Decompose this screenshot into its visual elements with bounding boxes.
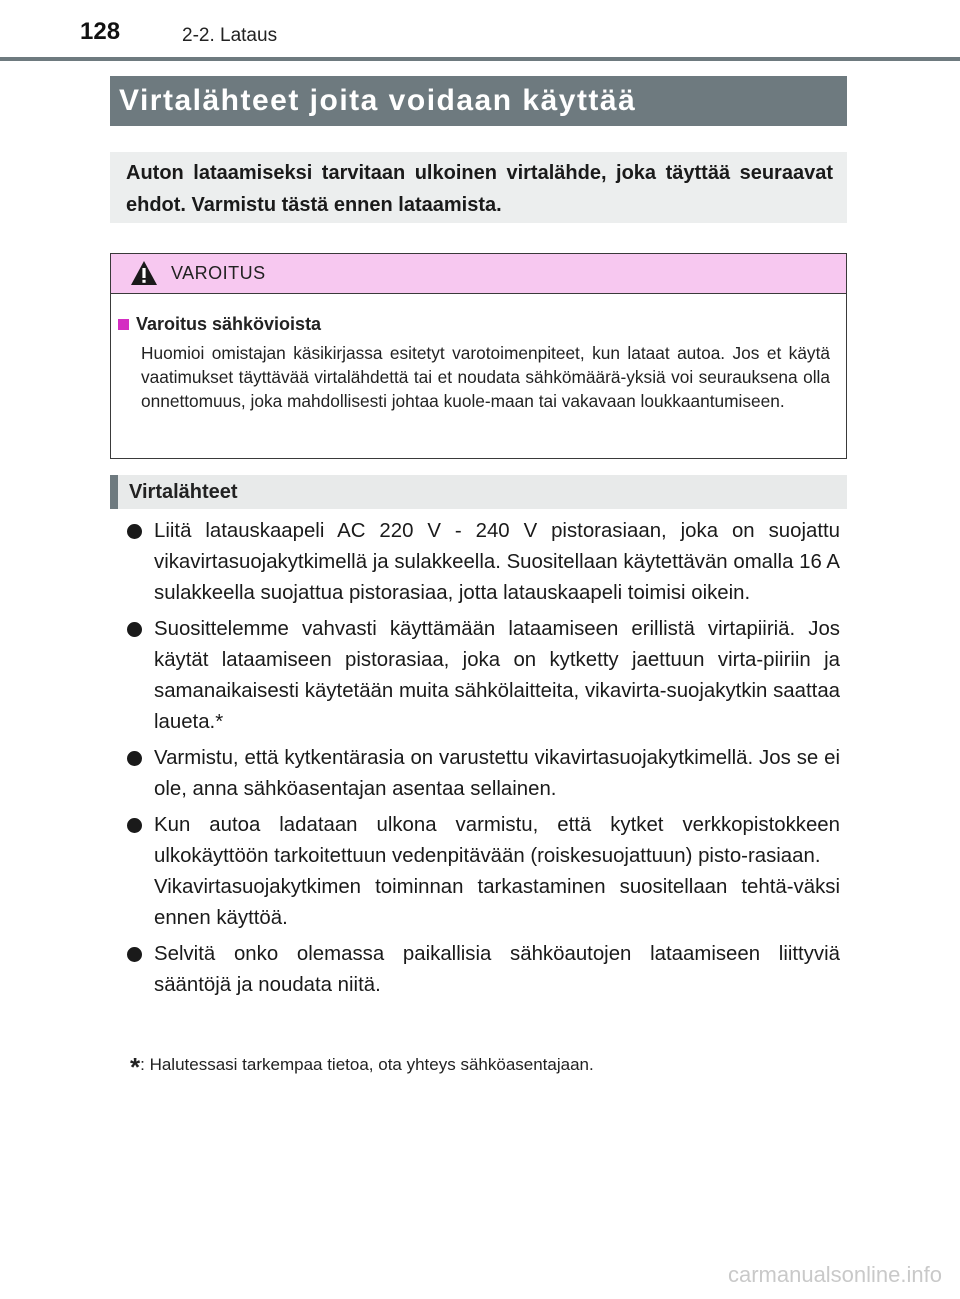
footnote-marker: *: [130, 1052, 141, 1082]
page-header: [0, 0, 960, 62]
bullet-dot-icon: [127, 818, 142, 833]
list-item-text: Varmistu, että kytkentärasia on varustettu vikavirtasuojakytkimellä. Jos se ei ole, anna sähköasentajan asentaa sellainen.: [154, 747, 840, 800]
section-label: 2-2. Lataus: [182, 25, 278, 46]
list-item-text: Selvitä onko olemassa paikallisia sähköautojen lataamiseen liittyviä sääntöjä ja noudata niitä.: [154, 943, 840, 996]
list-item-text: Liitä latauskaapeli AC 220 V - 240 V pistorasiaan, joka on suojattu vikavirtasuojakytkimellä ja sulakkeella. Suositellaan käytettävän omalla 16 A sulakkeella suojattua pistorasiaa, jotta latauskaapeli toimisi oikein.: [154, 520, 840, 604]
bullet-dot-icon: [127, 622, 142, 637]
list-item: [126, 939, 840, 1001]
title-bar: [110, 76, 847, 126]
list-item-text: Vikavirtasuojakytkimen toiminnan tarkastaminen suositellaan tehtä-väksi ennen käyttöä.: [154, 876, 840, 929]
warning-heading-text: Varoitus sähkövioista: [136, 314, 322, 334]
warning-subheading: [118, 314, 830, 335]
section-subheading: Virtalähteet: [110, 475, 847, 509]
intro-box: Auton lataamiseksi tarvitaan ulkoinen virtalähde, joka täyttää seuraavat ehdot. Varmistu tästä ennen lataamista.: [110, 152, 847, 223]
page-title: Virtalähteet joita voidaan käyttää: [119, 84, 637, 117]
header-rule: [0, 57, 960, 61]
square-bullet-icon: [118, 319, 129, 330]
warning-body: [111, 294, 846, 413]
page-number: 128: [80, 18, 121, 45]
warning-text: Huomioi omistajan käsikirjassa esitetyt varotoimenpiteet, kun lataat autoa. Jos et käytä vaatimukset täyttävää virtalähdettä tai et noudata sähkömäärä-yksiä voi seurauksena olla onnettomuus, joka mahdollisesti johtaa kuole-maan tai vakavaan loukkaantumiseen.: [141, 343, 830, 411]
list-item: [126, 516, 840, 609]
warning-label: VAROITUS: [171, 263, 266, 283]
list-item-text: Suosittelemme vahvasti käyttämään lataamiseen erillistä virtapiiriä. Jos käytät lataamiseen pistorasiaa, joka on kytketty jaettuun virta-piiriin ja samanaikaisesti käytetään muita sähkölaitteita, vikavirta-suojakytkin saattaa laueta.*: [154, 618, 840, 733]
warning-triangle-icon: [130, 260, 158, 286]
bullet-dot-icon: [127, 524, 142, 539]
warning-header: [111, 254, 846, 294]
footnote: [130, 1052, 594, 1083]
list-item: [126, 743, 840, 805]
list-item: [126, 614, 840, 738]
footnote-text: : Halutessasi tarkempaa tietoa, ota yhteys sähköasentajaan.: [140, 1055, 594, 1074]
watermark: carmanualsonline.info: [727, 1262, 942, 1287]
bullet-dot-icon: [127, 751, 142, 766]
warning-box: [110, 253, 847, 459]
list-item: [126, 810, 840, 934]
list-item-text: Kun autoa ladataan ulkona varmistu, että kytket verkkopistokkeen ulkokäyttöön tarkoitettuun vedenpitävään (roiskesuojattuun) pisto-rasiaan.: [154, 814, 840, 867]
bullet-list: [126, 516, 840, 1006]
bullet-dot-icon: [127, 947, 142, 962]
